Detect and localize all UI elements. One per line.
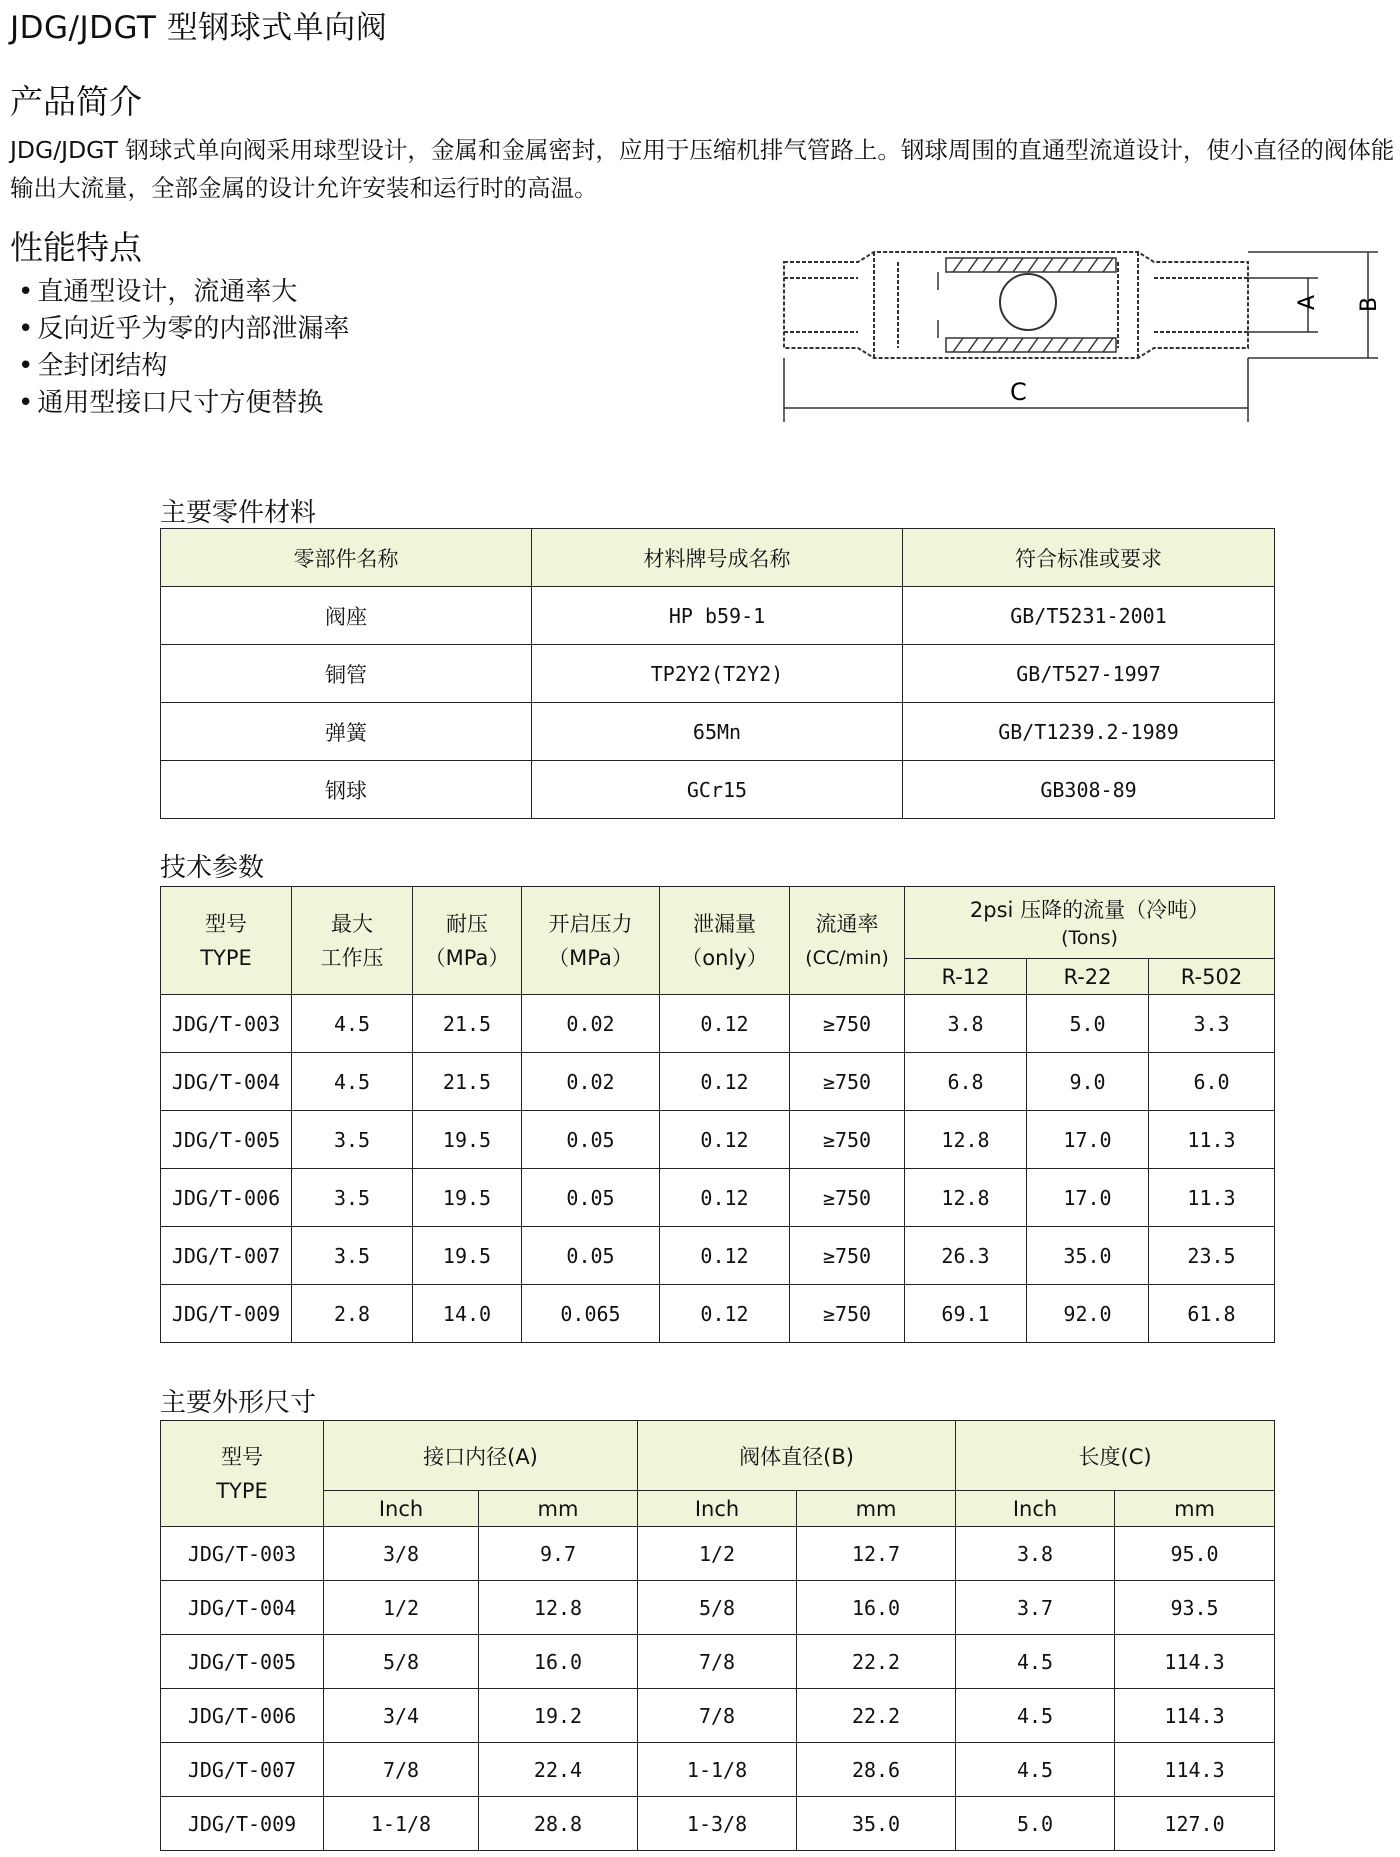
cell: 28.8 (479, 1797, 638, 1851)
cell: 9.0 (1027, 1053, 1149, 1111)
col-header-port-id: 接口内径(A) (324, 1421, 638, 1491)
col-header-work-pressure: 最大 工作压 (292, 887, 413, 995)
cell: 19.5 (413, 1169, 522, 1227)
col-header-model: 型号 TYPE (161, 887, 292, 995)
cell: 114.3 (1115, 1635, 1275, 1689)
standard: GB/T527-1997 (903, 645, 1275, 703)
unit-header: Inch (638, 1491, 797, 1527)
col-header-flow-rate: 流通率 (CC/min) (790, 887, 905, 995)
cell: 0.12 (660, 1227, 790, 1285)
page-title: JDG/JDGT 型钢球式单向阀 (10, 10, 388, 46)
cell: 5.0 (956, 1797, 1115, 1851)
cell: 22.2 (797, 1689, 956, 1743)
cell: 1/2 (324, 1581, 479, 1635)
unit-header: Inch (956, 1491, 1115, 1527)
table-row (161, 1797, 1275, 1851)
cell: 35.0 (1027, 1227, 1149, 1285)
cell: ≥750 (790, 1285, 905, 1343)
cell: 12.8 (479, 1581, 638, 1635)
col-header-capacity: 2psi 压降的流量（冷吨） (Tons) (905, 887, 1275, 959)
table-row (161, 1743, 1275, 1797)
cell: JDG/T-007 (161, 1743, 324, 1797)
col-header-leakage: 泄漏量 （only） (660, 887, 790, 995)
cell: JDG/T-004 (161, 1053, 292, 1111)
cell: 4.5 (292, 1053, 413, 1111)
table-row (161, 1689, 1275, 1743)
table-row (161, 587, 1275, 645)
part-name: 钢球 (161, 761, 532, 819)
cell: 6.0 (1149, 1053, 1275, 1111)
materials-heading: 主要零件材料 (160, 498, 317, 528)
cell: ≥750 (790, 1111, 905, 1169)
col-header-body-diameter: 阀体直径(B) (638, 1421, 956, 1491)
cell: ≥750 (790, 1169, 905, 1227)
unit-header: Inch (324, 1491, 479, 1527)
cell: 5.0 (1027, 995, 1149, 1053)
feature-item: • 全封闭结构 (18, 348, 349, 385)
dims-heading: 主要外形尺寸 (160, 1388, 317, 1418)
cell: JDG/T-009 (161, 1797, 324, 1851)
cell: JDG/T-004 (161, 1581, 324, 1635)
material: 65Mn (532, 703, 903, 761)
cell: 9.7 (479, 1527, 638, 1581)
table-row (161, 1527, 1275, 1581)
cell: 114.3 (1115, 1689, 1275, 1743)
cell: 127.0 (1115, 1797, 1275, 1851)
col-header-length: 长度(C) (956, 1421, 1275, 1491)
cell: 19.5 (413, 1111, 522, 1169)
cell: JDG/T-009 (161, 1285, 292, 1343)
cell: 3/8 (324, 1527, 479, 1581)
cell: JDG/T-005 (161, 1635, 324, 1689)
material: HP b59-1 (532, 587, 903, 645)
cell: 7/8 (324, 1743, 479, 1797)
col-header-r502: R-502 (1149, 959, 1275, 995)
cell: 0.12 (660, 1111, 790, 1169)
cell: 19.5 (413, 1227, 522, 1285)
cell: JDG/T-003 (161, 1527, 324, 1581)
cell: JDG/T-003 (161, 995, 292, 1053)
cell: JDG/T-006 (161, 1169, 292, 1227)
col-header-model: 型号 TYPE (161, 1421, 324, 1527)
cell: 0.05 (522, 1227, 660, 1285)
cell: 2.8 (292, 1285, 413, 1343)
cell: 17.0 (1027, 1111, 1149, 1169)
cell: 1-3/8 (638, 1797, 797, 1851)
table-row (161, 1053, 1275, 1111)
cell: 5/8 (324, 1635, 479, 1689)
cell: 0.12 (660, 1169, 790, 1227)
cell: ≥750 (790, 1227, 905, 1285)
unit-header: mm (797, 1491, 956, 1527)
cell: 4.5 (956, 1743, 1115, 1797)
cell: 12.7 (797, 1527, 956, 1581)
cell: 6.8 (905, 1053, 1027, 1111)
cell: 4.5 (292, 995, 413, 1053)
table-row (161, 1227, 1275, 1285)
cell: 35.0 (797, 1797, 956, 1851)
cell: 3.3 (1149, 995, 1275, 1053)
cell: 4.5 (956, 1689, 1115, 1743)
table-row (161, 761, 1275, 819)
cell: 0.065 (522, 1285, 660, 1343)
cell: 11.3 (1149, 1169, 1275, 1227)
part-name: 弹簧 (161, 703, 532, 761)
feature-item: • 直通型设计，流通率大 (18, 274, 349, 311)
dim-b-label: B (1357, 296, 1382, 312)
col-header-r12: R-12 (905, 959, 1027, 995)
cell: JDG/T-006 (161, 1689, 324, 1743)
dims-table (160, 1420, 1275, 1851)
col-header-r22: R-22 (1027, 959, 1149, 995)
cell: 28.6 (797, 1743, 956, 1797)
cell: 14.0 (413, 1285, 522, 1343)
cell: 3.8 (905, 995, 1027, 1053)
cell: 16.0 (479, 1635, 638, 1689)
col-header: 零部件名称 (161, 529, 532, 587)
cell: 12.8 (905, 1111, 1027, 1169)
table-row (161, 1111, 1275, 1169)
table-row (161, 1581, 1275, 1635)
unit-header: mm (1115, 1491, 1275, 1527)
cell: 3.5 (292, 1111, 413, 1169)
cell: 0.05 (522, 1111, 660, 1169)
cell: ≥750 (790, 995, 905, 1053)
cell: 1/2 (638, 1527, 797, 1581)
cell: 1-1/8 (638, 1743, 797, 1797)
cell: ≥750 (790, 1053, 905, 1111)
cell: 3.8 (956, 1527, 1115, 1581)
cell: 69.1 (905, 1285, 1027, 1343)
col-header: 符合标准或要求 (903, 529, 1275, 587)
cell: 21.5 (413, 995, 522, 1053)
cell: 4.5 (956, 1635, 1115, 1689)
cell: 92.0 (1027, 1285, 1149, 1343)
materials-table (160, 528, 1275, 819)
cell: 21.5 (413, 1053, 522, 1111)
steel-ball (1000, 274, 1056, 330)
cell: 1-1/8 (324, 1797, 479, 1851)
cell: 114.3 (1115, 1743, 1275, 1797)
feature-item: • 通用型接口尺寸方便替换 (18, 385, 349, 422)
cell: 3/4 (324, 1689, 479, 1743)
cell: 0.12 (660, 1053, 790, 1111)
standard: GB/T5231-2001 (903, 587, 1275, 645)
table-row (161, 1635, 1275, 1689)
table-row (161, 703, 1275, 761)
part-name: 阀座 (161, 587, 532, 645)
cell: 0.12 (660, 995, 790, 1053)
cell: 95.0 (1115, 1527, 1275, 1581)
tech-heading: 技术参数 (160, 853, 265, 883)
dim-c-label: C (1010, 378, 1027, 406)
cell: 93.5 (1115, 1581, 1275, 1635)
seat-hatch (938, 258, 1116, 352)
cell: 16.0 (797, 1581, 956, 1635)
cell: 23.5 (1149, 1227, 1275, 1285)
cell: 7/8 (638, 1635, 797, 1689)
valve-diagram (778, 240, 1390, 430)
col-header-opening-pressure: 开启压力 （MPa） (522, 887, 660, 995)
part-name: 铜管 (161, 645, 532, 703)
cell: 22.4 (479, 1743, 638, 1797)
material: GCr15 (532, 761, 903, 819)
unit-header: mm (479, 1491, 638, 1527)
cell: 0.12 (660, 1285, 790, 1343)
feature-item: • 反向近乎为零的内部泄漏率 (18, 311, 349, 348)
tech-table (160, 886, 1275, 1343)
cell: 7/8 (638, 1689, 797, 1743)
table-row (161, 1285, 1275, 1343)
cell: JDG/T-005 (161, 1111, 292, 1169)
cell: 12.8 (905, 1169, 1027, 1227)
cell: 26.3 (905, 1227, 1027, 1285)
features-list (18, 274, 349, 422)
table-row (161, 645, 1275, 703)
material: TP2Y2(T2Y2) (532, 645, 903, 703)
cell: 11.3 (1149, 1111, 1275, 1169)
cell: 17.0 (1027, 1169, 1149, 1227)
col-header-proof-pressure: 耐压 （MPa） (413, 887, 522, 995)
cell: 5/8 (638, 1581, 797, 1635)
cell: 3.5 (292, 1227, 413, 1285)
table-row (161, 1169, 1275, 1227)
cell: 0.05 (522, 1169, 660, 1227)
cell: 61.8 (1149, 1285, 1275, 1343)
dim-a-label: A (1295, 294, 1320, 310)
cell: 3.7 (956, 1581, 1115, 1635)
cell: 19.2 (479, 1689, 638, 1743)
col-header: 材料牌号成名称 (532, 529, 903, 587)
table-row (161, 995, 1275, 1053)
intro-heading: 产品简介 (10, 82, 142, 121)
standard: GB308-89 (903, 761, 1275, 819)
cell: 0.02 (522, 1053, 660, 1111)
standard: GB/T1239.2-1989 (903, 703, 1275, 761)
cell: 0.02 (522, 995, 660, 1053)
intro-text: JDG/JDGT 钢球式单向阀采用球型设计，金属和金属密封，应用于压缩机排气管路上。钢球周围的直通型流道设计，使小直径的阀体能输出大流量，全部金属的设计允许安装和运行时的高温。 (10, 136, 1395, 202)
cell: 3.5 (292, 1169, 413, 1227)
features-heading: 性能特点 (10, 228, 142, 267)
cell: JDG/T-007 (161, 1227, 292, 1285)
cell: 22.2 (797, 1635, 956, 1689)
